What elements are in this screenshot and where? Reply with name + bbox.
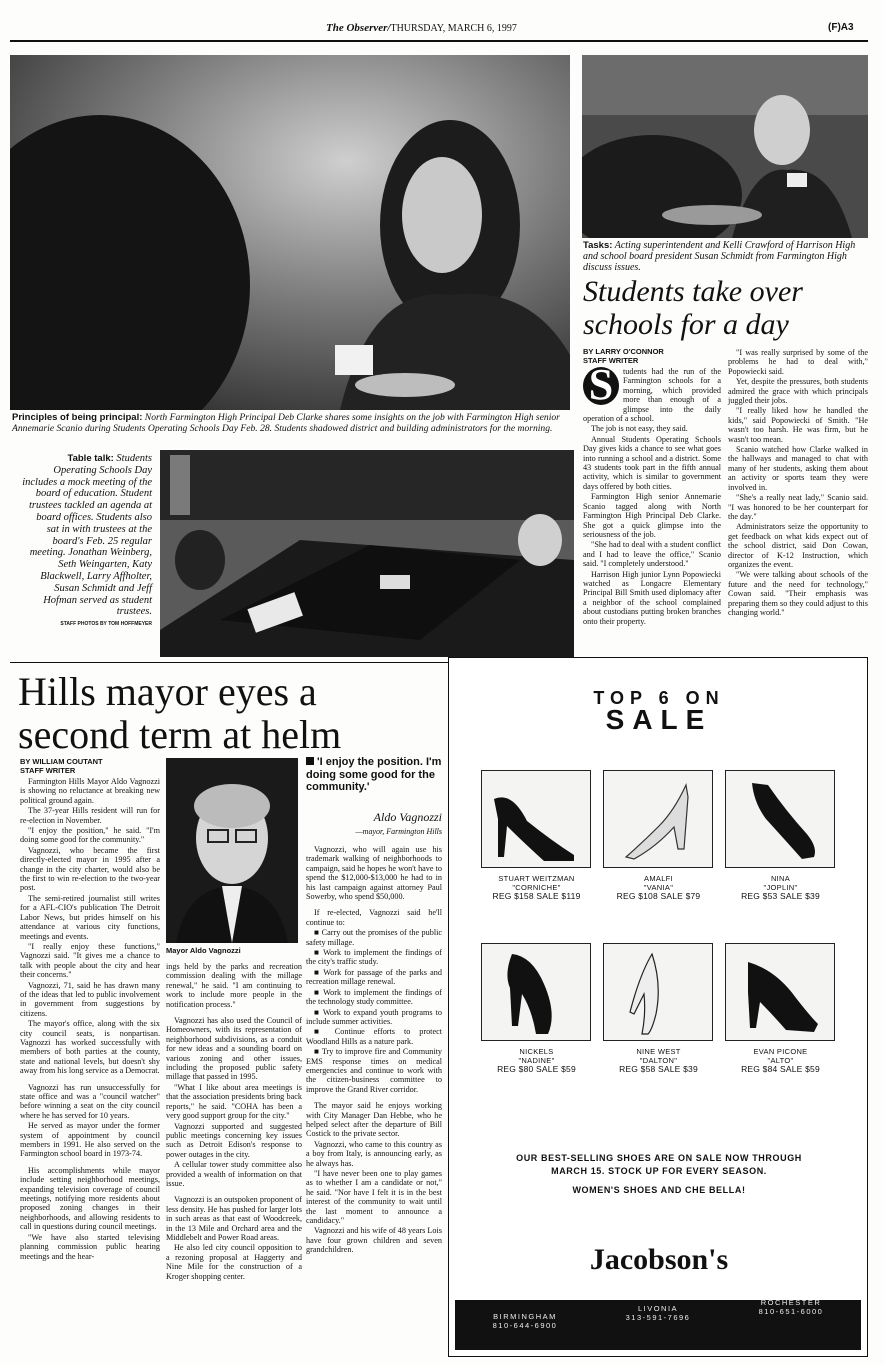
- students-col2-p4: Scanio watched how Clarke walked in the hallways and managed to chat with many of her students, asking them about an activity or sports team they were involved in.: [728, 445, 868, 492]
- students-col1-p1: tudents had the run of the Farmington schools for a morning, which provided more than enough of a glimpse into the daily operation of a school.: [583, 367, 721, 424]
- pump-shoe-icon: [604, 771, 713, 868]
- tasks-caption-title: Tasks:: [583, 240, 613, 251]
- shoe-image: [481, 770, 591, 868]
- pull-quote-text: [306, 756, 442, 794]
- mayor-col2-p6: Vagnozzi is an outspoken proponent of less density. He has pushed for larger lots in such areas as that east of Woodcreek, in the 13 Mile and Orchard area and the Middlebelt and Power Road areas.: [166, 1195, 302, 1242]
- store-logo: Jacobson's: [589, 1243, 729, 1276]
- shoe-item[interactable]: [723, 770, 838, 915]
- shoe-price: REG $158 SALE $119: [492, 891, 581, 901]
- mayor-byline: [20, 758, 160, 775]
- mayor-col1-p10: He served as mayor under the former system of appointment by council members in 1991. He also served on the Farmington school board in 1973-74.: [20, 1121, 160, 1159]
- location-phone: 313-591-7696: [625, 1313, 691, 1322]
- shoe-model: "JOPLIN": [763, 883, 798, 892]
- students-col2-p2: Yet, despite the pressures, both students admired the grace with which principals juggled their jobs.: [728, 377, 868, 406]
- mayor-col1-p6: "I really enjoy these functions," Vagnozzi said. "It gives me a chance to talk with people about the city and hear their concerns.": [20, 941, 160, 980]
- mayor-col3-p5: ■ Work for passage of the parks and recreation millage renewal.: [306, 967, 442, 987]
- shoe-image: [725, 770, 835, 868]
- mayor-article-col1: [20, 758, 160, 1262]
- table-caption-title: Table talk:: [67, 453, 114, 464]
- shoe-brand: AMALFI: [644, 874, 673, 883]
- mayor-col3-p6: ■ Work to implement the findings of the technology study committee.: [306, 987, 442, 1007]
- shoe-model: "VANIA": [643, 883, 674, 892]
- shoe-image: [481, 943, 591, 1041]
- mayor-col3-p13: Vagnozzi and his wife of 48 years Lois have four grown children and seven grandchildren.: [306, 1226, 442, 1255]
- shoe-label: [723, 874, 838, 901]
- students-headline: [583, 275, 873, 341]
- mayor-col2-p1: ings held by the parks and recreation commission dealing with the millage renewal," he said. "I am continuing to work to include more people in the notification process.": [166, 962, 302, 1009]
- main-photo: [10, 55, 570, 410]
- mayor-photo-caption: Mayor Aldo Vagnozzi: [166, 946, 241, 955]
- students-article-col1: [583, 348, 721, 627]
- header-rule: [10, 40, 868, 42]
- shoe-brand: EVAN PICONE: [753, 1047, 808, 1056]
- students-byline: [583, 348, 721, 365]
- students-col1-p2: The job is not easy, they said.: [591, 424, 688, 434]
- jacobsons-ad: [448, 657, 868, 1357]
- students-col2-p7: "We were talking about schools of the future and the need for technology," Cowan said. "Their emphasis was preparing them so they could adjust to this changing world.": [728, 570, 868, 617]
- table-caption-text: Students Operating Schools Day includes a mock meeting of the board of education. Student trustees tackled an agenda at board offices. Students also sat in with trustees at the board's Feb. 25 regular meeting. Jonathan Weinberg, Seth Weingarten, Katy Blackwell, Larry Affholter, Susan Schmidt and Jeff Hofman served as student trustees.: [22, 453, 152, 618]
- mayor-col2-p5: A cellular tower study committee also provided a wealth of information on that issue.: [166, 1160, 302, 1188]
- ad-promo-line2: MARCH 15. STOCK UP FOR EVERY SEASON.: [551, 1166, 767, 1176]
- location-city: LIVONIA: [637, 1304, 679, 1313]
- loafer-shoe-icon: [726, 771, 835, 868]
- ad-sale-line: SALE: [605, 704, 713, 735]
- shoe-item[interactable]: [723, 943, 838, 1088]
- shoe-image: [603, 943, 713, 1041]
- students-col2-p6: Administrators seize the opportunity to get feedback on what kids expect out of the school district, said Don Cowan, director of K-12 Instruction, which organizes the event.: [728, 522, 868, 569]
- tasks-photo: [582, 55, 868, 238]
- shoe-item[interactable]: [601, 943, 716, 1088]
- location-city: ROCHESTER: [760, 1298, 822, 1307]
- shoe-item[interactable]: [479, 770, 594, 915]
- shoe-item[interactable]: [601, 770, 716, 915]
- main-caption-title: Principles of being principal:: [12, 412, 143, 423]
- shoe-label: [723, 1047, 838, 1074]
- mayor-headline: [18, 670, 443, 756]
- tasks-caption: [583, 240, 868, 273]
- students-col1-p4: Farmington High senior Annemarie Scanio tagged along with North Farmington High Principal Deb Clarke. She got a quick glimpse into the seriousness of the job.: [583, 492, 721, 539]
- shoe-brand: NINA: [770, 874, 791, 883]
- shoe-price: REG $80 SALE $59: [497, 1064, 576, 1074]
- mayor-col3-p10: The mayor said he enjoys working with City Manager Dan Hebbe, who he helped select after the departure of Bill Costick to the private sector.: [306, 1101, 442, 1139]
- mayor-col1-p5: The semi-retired journalist still writes for a AFL-CIO's publication The Detroit Labor News, but prides himself on his attendance at various city functions, meetings and events.: [20, 893, 160, 941]
- tasks-caption-text: Acting superintendent and Kelli Crawford of Harrison High and school board president Susan Schmidt from Farmington High discuss issues.: [583, 240, 856, 273]
- pump-shoe-icon: [604, 944, 713, 1041]
- students-byline-role: STAFF WRITER: [583, 355, 639, 365]
- ad-promo-line1: OUR BEST-SELLING SHOES ARE ON SALE NOW THROUGH: [516, 1153, 802, 1163]
- shoe-label: [601, 874, 716, 901]
- mayor-byline-name: BY WILLIAM COUTANT: [20, 757, 103, 766]
- mayor-col3-p9: ■ Try to improve fire and Community EMS response times on medical emergencies and continue to work with the citizen-business committee to improve the Grand River corridor.: [306, 1047, 442, 1094]
- mayor-article-col3: [306, 845, 442, 1256]
- table-talk-caption: [22, 453, 152, 618]
- pull-quote-attrib-name: Aldo Vagnozzi: [373, 809, 442, 824]
- page-number: (F)A3: [828, 22, 854, 33]
- mayor-col3-p4: ■ Work to implement the findings of the city's traffic study.: [306, 948, 442, 967]
- mayor-article-col2: [166, 962, 302, 1282]
- shoe-brand: NINE WEST: [636, 1047, 681, 1056]
- mayor-col1-p11: His accomplishments while mayor include setting neighborhood meetings, expanding television coverage of council meetings, notifying more residents about proposed zoning changes in their neighborhoods, and allowing residents to call in questions during council meetings.: [20, 1165, 160, 1232]
- mayor-col1-p8: The mayor's office, along with the six city council seats, is nonpartisan. Vagnozzi has worked successfully with members of both parties at the county, state and national levels, but doesn't shy away from his long service as a Democrat.: [20, 1019, 160, 1076]
- masthead-name: The Observer/: [326, 22, 391, 34]
- location-birmingham: [465, 1312, 585, 1330]
- location-phone: 810-651-6000: [758, 1307, 824, 1316]
- mayor-col3-p7: ■ Work to expand youth programs to include summer activities.: [306, 1007, 442, 1026]
- pump-shoe-icon: [482, 944, 591, 1041]
- mayor-col3-p3: ■ Carry out the promises of the public safety millage.: [306, 928, 442, 947]
- shoe-image: [603, 770, 713, 868]
- students-col2-p3: "I really liked how he handled the kids," said Popowiecki of Smith. "He wasn't too harsh. He was firm, but he wasn't too mean.: [728, 406, 868, 444]
- location-phone: 810-644-6900: [492, 1321, 558, 1330]
- mayor-col3-p11: Vagnozzi, who came to this country as a boy from Italy, is announcing early, as he always has.: [306, 1139, 442, 1168]
- ad-top-line: TOP 6 ON: [593, 688, 725, 708]
- mayor-col3-p12: "I have never been one to play games as to whether I am a candidate or not," he said. "Nor have I felt it is in the best interest of the community to wait until the last moment to announce a candidacy.": [306, 1169, 442, 1226]
- shoe-label: [601, 1047, 716, 1074]
- mayor-col3-p1: Vagnozzi, who will again use his trademark walking of neighborhoods to campaign, said he hopes he won't have to spend the $12,000-$13,000 he had to in his last campaign against attorney Paul Sowerby, who spend $50,000.: [306, 845, 442, 902]
- students-col2-p1: "I was really surprised by some of the problems he had to deal with," Popowiecki said.: [728, 348, 868, 376]
- masthead: [326, 22, 517, 34]
- mayor-col1-p3: "I enjoy the position," he said. "I'm doing some good for the community.": [20, 826, 160, 845]
- mayor-col1-p1: Farmington Hills Mayor Aldo Vagnozzi is showing no reluctance at breaking new political ground again.: [20, 777, 160, 805]
- students-headline-line2: schools for a day: [583, 308, 789, 341]
- pump-shoe-icon: [726, 944, 835, 1041]
- pump-shoe-icon: [482, 771, 591, 868]
- mayor-headline-line1: Hills mayor eyes a: [18, 669, 317, 714]
- mayor-col3-p8: ■ Continue efforts to protect Woodland Hills as a nature park.: [306, 1027, 442, 1046]
- mayor-col2-p2: Vagnozzi has also used the Council of Homeowners, with its representation of neighborhood subdivisions, as a conduit for new ideas and a sounding board on various zoning and other issues, including the proposed public safety millage that passed in 1995.: [166, 1016, 302, 1082]
- shoe-price: REG $58 SALE $39: [619, 1064, 698, 1074]
- mayor-col1-p2: The 37-year Hills resident will run for re-election in November.: [20, 806, 160, 825]
- pull-quote-body: 'I enjoy the position. I'm doing some good for the community.': [306, 756, 442, 793]
- mayor-headline-line2: second term at helm: [18, 712, 342, 757]
- mayor-col1-p9: Vagnozzi has run unsuccessfully for state office and was a "council watcher" before winning a seat on the city council where he has served for 10 years.: [20, 1082, 160, 1120]
- mayor-col2-p3: "What I like about area meetings is that the association presidents bring back reports," he said. "COHA has been a very good support group for the city.": [166, 1082, 302, 1121]
- shoe-brand: NICKELS: [519, 1047, 554, 1056]
- students-byline-name: BY LARRY O'CONNOR: [583, 347, 664, 356]
- mayor-byline-role: STAFF WRITER: [20, 765, 76, 775]
- students-col1-p5: "She had to deal with a student conflict and I had to leave the office," Scanio said. "I completely understood.": [583, 540, 721, 569]
- shoe-price: REG $108 SALE $79: [616, 891, 701, 901]
- mayor-col1-p7: Vagnozzi, 71, said he has drawn many of the ideas that led to public involvement in government from suggestions by citizens.: [20, 980, 160, 1018]
- mayor-col1-p4: Vagnozzi, who became the first directly-elected mayor in 1995 after a change in the city charter, would also be the first to win re-election to the two-year post.: [20, 845, 160, 893]
- ad-promo-line3: WOMEN'S SHOES AND CHE BELLA!: [572, 1185, 746, 1195]
- drop-cap: S: [583, 367, 619, 405]
- mayor-col2-p7: He also led city council opposition to a rezoning proposal at Haggerty and Nine Mile for the construction of a Kroger shopping center.: [166, 1243, 302, 1281]
- shoe-model: "CORNICHE": [512, 883, 561, 892]
- students-col1-p6: Harrison High junior Lynn Popowiecki watched as Longacre Elementary Principal Bill Smith used diplomacy after a neighbor of the school complained about custodians putting broken branches onto their property.: [583, 569, 721, 626]
- shoe-label: [479, 874, 594, 901]
- issue-date: THURSDAY, MARCH 6, 1997: [390, 23, 517, 34]
- location-rochester: [731, 1298, 851, 1316]
- mayor-col2-p4: Vagnozzi supported and suggested public meetings concerning key issues such as Detroit Edison's response to power outages in the city.: [166, 1121, 302, 1159]
- shoe-price: REG $53 SALE $39: [741, 891, 820, 901]
- shoe-model: "ALTO": [767, 1056, 794, 1065]
- mayor-col1-p12: "We have also started televising planning commission public hearing meetings and the hear-: [20, 1232, 160, 1261]
- pull-quote-attrib-role: —mayor, Farmington Hills: [355, 826, 442, 836]
- shoe-price: REG $84 SALE $59: [741, 1064, 820, 1074]
- board-meeting-photo: [160, 450, 574, 657]
- location-city: BIRMINGHAM: [493, 1312, 557, 1321]
- quote-bullet-icon: [306, 757, 314, 765]
- shoe-item[interactable]: [479, 943, 594, 1088]
- main-photo-caption: [12, 412, 577, 434]
- mayor-col3-p2: If re-elected, Vagnozzi said he'll continue to:: [306, 908, 442, 927]
- shoe-brand: STUART WEITZMAN: [498, 874, 575, 883]
- mayor-photo: [166, 758, 298, 943]
- shoe-label: [479, 1047, 594, 1074]
- shoe-model: "DALTON": [639, 1056, 678, 1065]
- students-headline-line1: Students take over: [583, 275, 803, 308]
- students-col2-p5: "She's a really neat lady," Scanio said. "I was honored to be her counterpart for the day.": [728, 493, 868, 521]
- shoe-model: "NADINE": [518, 1056, 555, 1065]
- location-livonia: [598, 1304, 718, 1322]
- page-header: [0, 0, 884, 46]
- main-caption-text: North Farmington High Principal Deb Clarke shares some insights on the job with Farmington High senior Annemarie Scanio during Students Operating Schools Day Feb. 28. Students shadowed district and building administrators for the morning.: [12, 412, 560, 434]
- store-locations-bar: [455, 1300, 861, 1350]
- photo-credit: STAFF PHOTOS BY TOM HOFFMEYER: [60, 621, 152, 627]
- students-col1-p3: Annual Students Operating Schools Day gives kids a chance to see what goes into running a school and a district. Some 43 students took part in the fifth annual activity, which is similar to government days offered by both cities.: [583, 434, 721, 491]
- shoe-image: [725, 943, 835, 1041]
- students-article-col2: [728, 348, 868, 618]
- pull-quote: [306, 756, 442, 836]
